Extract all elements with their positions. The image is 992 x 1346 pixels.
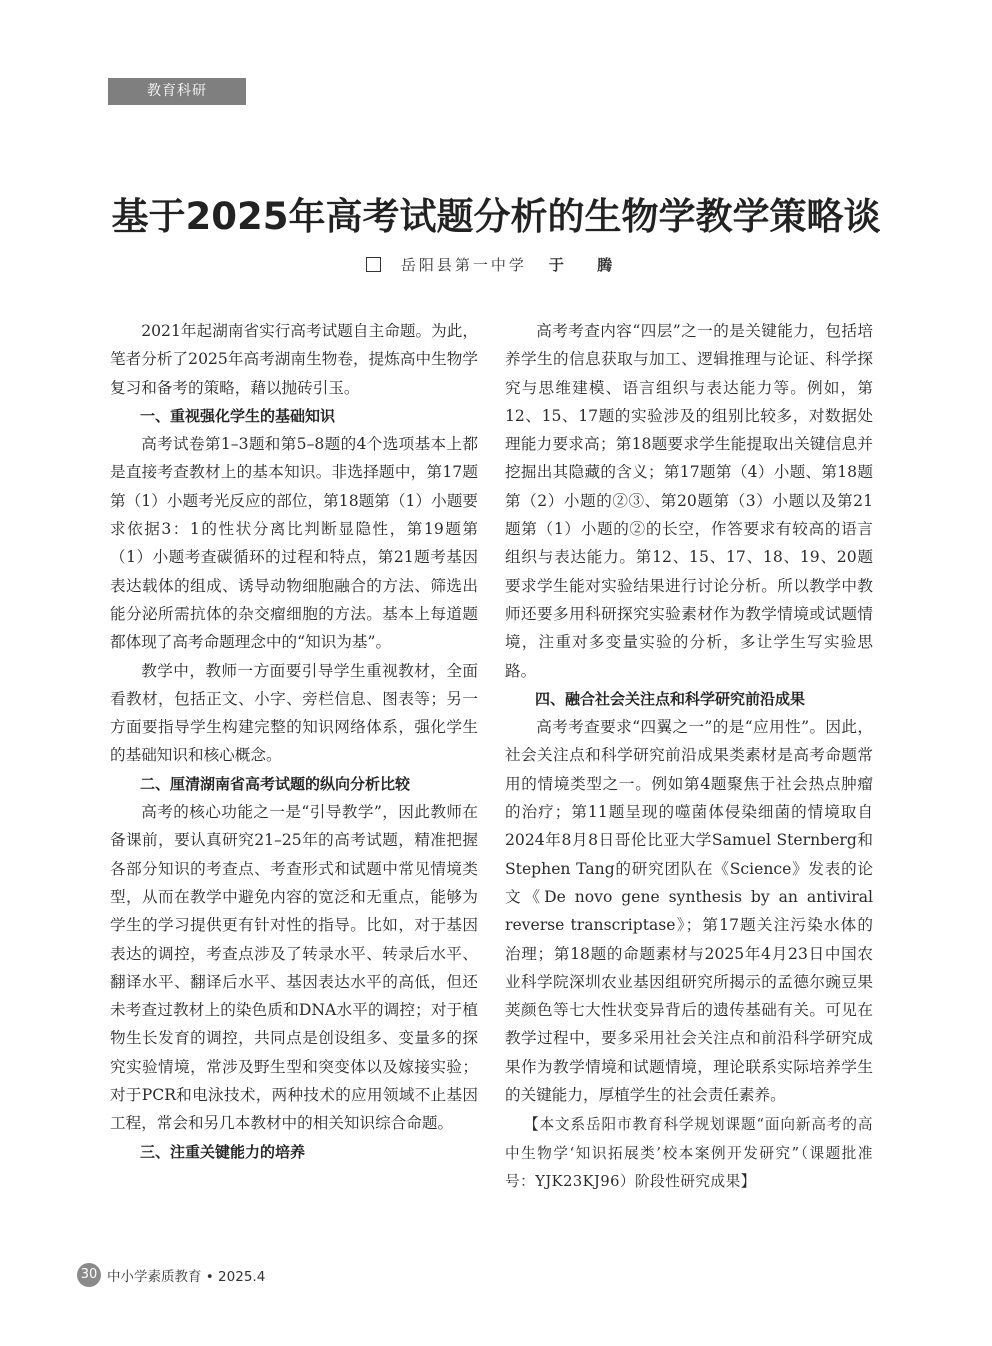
section-heading: 三、注重关键能力的培养 — [140, 1142, 306, 1161]
byline — [0, 254, 992, 275]
section-heading: 一、重视强化学生的基础知识 — [140, 406, 336, 425]
paragraph: 高考考查内容“四层”之一的是关键能力，包括培养学生的信息获取与加工、逻辑推理与论证、科学探究与思维建模、语言组织与表达能力等。例如，第12、15、17题的实验涉及的组别比较多，对数据处理能力要求高；第18题要求学生能提取出关键信息并挖掘出其隐藏的含义；第17题第（4）小题、第18题第（2）小题的②③、第20题第（3）小题以及第21题第（1）小题的②的长空，作答要求有较高的语言组织与表达能力。第12、15、17、18、19、20题要求学生能对实验结果进行讨论分析。所以教学中教师还要多用科研探究实验素材作为教学情境或试题情境，注重对多变量实验的分析，多让学生写实验思路。 — [505, 322, 873, 680]
article-title: 基于2025年高考试题分析的生物学教学策略谈 — [111, 195, 881, 238]
page-number: 30 — [77, 1263, 101, 1287]
paragraph: 教学中，教师一方面要引导学生重视教材，全面看教材，包括正文、小字、旁栏信息、图表等；另一方面要指导学生构建完整的知识网络体系，强化学生的基础知识和核心概念。 — [110, 661, 478, 765]
square-icon — [366, 257, 381, 272]
journal-name: 中小学素质教育 • 2025.4 — [107, 1269, 266, 1285]
section-tag: 教育科研 — [108, 78, 246, 105]
section-heading: 四、融合社会关注点和科学研究前沿成果 — [535, 689, 806, 708]
paragraph: 2021年起湖南省实行高考试题自主命题。为此，笔者分析了2025年高考湖南生物卷，提炼高中生物学复习和备考的策略，藉以抛砖引玉。 — [110, 322, 478, 397]
left-column — [110, 317, 478, 1166]
section-heading: 二、厘清湖南省高考试题的纵向分析比较 — [140, 774, 411, 793]
author-name: 于 腾 — [548, 256, 627, 274]
page-footer — [77, 1263, 265, 1287]
funding-note: 【本文系岳阳市教育科学规划课题“面向新高考的高中生物学‘知识拓展类’校本案例开发研究”（课题批准号：YJK23KJ96）阶段性研究成果】 — [505, 1116, 873, 1190]
right-column — [505, 317, 873, 1196]
paragraph: 高考的核心功能之一是“引导教学”，因此教师在备课前，要认真研究21–25年的高考试题，精准把握各部分知识的考查点、考查形式和试题中常见情境类型，从而在教学中避免内容的宽泛和无重点，能够为学生的学习提供更有针对性的指导。比如，对于基因表达的调控，考查点涉及了转录水平、转录后水平、翻译水平、翻译后水平、基因表达水平的高低，但还未考查过教材上的染色质和DNA水平的调控；对于植物生长发育的调控，共同点是创设组多、变量多的探究实验情境，常涉及野生型和突变体以及嫁接实验；对于PCR和电泳技术，两种技术的应用领域不止基因工程，常会和另几本教材中的相关知识综合命题。 — [110, 803, 478, 1133]
author-organization: 岳阳县第一中学 — [400, 256, 527, 274]
paragraph: 高考考查要求“四翼之一”的是“应用性”。因此，社会关注点和科学研究前沿成果类素材是高考命题常用的情境类型之一。例如第4题聚焦于社会热点肿瘤的治疗；第11题呈现的噬菌体侵染细菌的情境取自2024年8月8日哥伦比亚大学Samuel Sternberg和Stephen Tang的研究团队在《Science》发表的论文《De novo gene synthesis by an antiviral reverse transcriptase》；第17题关注污染水体的治理；第18题的命题素材与2025年4月23日中国农业科学院深圳农业基因组研究所揭示的孟德尔豌豆果荚颜色等七大性状变异背后的遗传基础有关。可见在教学过程中，要多采用社会关注点和前沿科学研究成果作为教学情境和试题情境，理论联系实际培养学生的关键能力，厚植学生的社会责任素养。 — [505, 718, 873, 1105]
paragraph: 高考试卷第1–3题和第5–8题的4个选项基本上都是直接考查教材上的基本知识。非选择题中，第17题第（1）小题考光反应的部位，第18题第（1）小题要求依据3：1的性状分离比判断显隐性，第19题第（1）小题考查碳循环的过程和特点，第21题考基因表达载体的组成、诱导动物细胞融合的方法、筛选出能分泌所需抗体的杂交瘤细胞的方法。基本上每道题都体现了高考命题理念中的“知识为基”。 — [110, 435, 478, 652]
